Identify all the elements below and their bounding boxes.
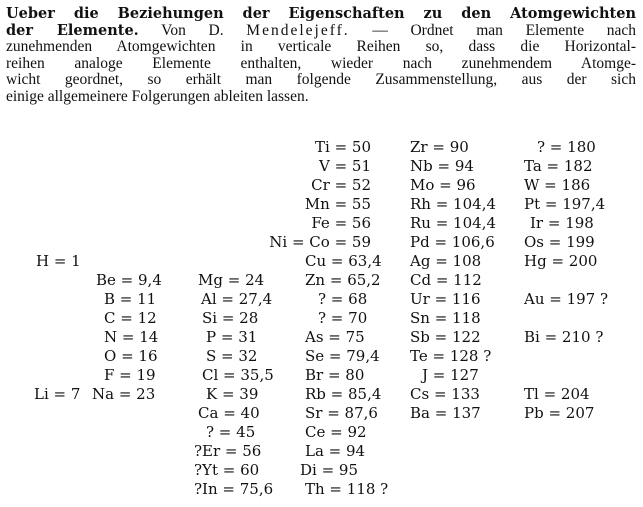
- element-entry: Cs = 133: [410, 385, 480, 403]
- element-entry: Be = 9,4: [96, 271, 162, 289]
- element-entry: Se = 79,4: [305, 347, 380, 365]
- author-name: Mendelejeff.: [246, 21, 350, 39]
- element-entry: Ni = Co = 59: [269, 233, 371, 251]
- element-entry: Rh = 104,4: [410, 195, 497, 213]
- element-entry: Cl = 35,5: [202, 366, 274, 384]
- element-entry: ? = 68: [318, 290, 368, 308]
- element-entry: Cu = 63,4: [305, 252, 382, 270]
- element-entry: Zn = 65,2: [305, 271, 381, 289]
- element-entry: La = 94: [305, 442, 366, 460]
- element-entry: Pt = 197,4: [524, 195, 606, 213]
- element-entry: Mg = 24: [198, 271, 265, 289]
- element-entry: S = 32: [206, 347, 258, 365]
- element-entry: F = 19: [104, 366, 156, 384]
- element-entry: Ba = 137: [410, 404, 481, 422]
- element-entry: C = 12: [104, 309, 157, 327]
- element-entry: Zr = 90: [410, 138, 469, 156]
- element-entry: Os = 199: [524, 233, 595, 251]
- element-entry: Fe = 56: [311, 214, 371, 232]
- element-entry: Si = 28: [202, 309, 259, 327]
- element-entry: Na = 23: [92, 385, 156, 403]
- element-entry: N = 14: [104, 328, 159, 346]
- element-entry: Ur = 116: [410, 290, 481, 308]
- element-entry: ?Yt = 60: [194, 461, 260, 479]
- element-entry: K = 39: [206, 385, 259, 403]
- element-entry: Ta = 182: [524, 157, 593, 175]
- element-entry: Ru = 104,4: [410, 214, 497, 232]
- element-entry: Sr = 87,6: [305, 404, 378, 422]
- element-entry: Bi = 210 ?: [524, 328, 604, 346]
- element-entry: Sb = 122: [410, 328, 481, 346]
- element-entry: ? = 70: [318, 309, 368, 327]
- element-entry: Ag = 108: [410, 252, 482, 270]
- element-entry: Th = 118 ?: [305, 480, 389, 498]
- element-entry: Cd = 112: [410, 271, 482, 289]
- element-entry: Ir = 198: [530, 214, 594, 232]
- element-entry: J = 127: [422, 366, 479, 384]
- element-entry: ? = 45: [206, 423, 256, 441]
- intro-line-4: reihen analoge Elemente enthalten, wieder nach zunehmendem Atomge-: [6, 54, 636, 72]
- element-entry: Nb = 94: [410, 157, 474, 175]
- element-entry: ? = 180: [537, 138, 596, 156]
- element-entry: Pb = 207: [524, 404, 595, 422]
- element-entry: P = 31: [206, 328, 258, 346]
- element-entry: Te = 128 ?: [410, 347, 492, 365]
- element-entry: Ce = 92: [305, 423, 367, 441]
- intro-line-2-rest: — Ordnet man Elemente nach: [372, 21, 637, 39]
- element-entry: W = 186: [524, 176, 591, 194]
- element-entry: Au = 197 ?: [524, 290, 609, 308]
- article-title-part-1: Ueber die Beziehungen der Eigenschaften zu den Atomgewichten: [6, 5, 636, 22]
- intro-line-5: wicht geordnet, so erhält man folgende Zusammenstellung, aus der sich: [6, 71, 636, 89]
- element-entry: Ti = 50: [315, 138, 371, 156]
- element-entry: Sn = 118: [410, 309, 481, 327]
- intro-line-6: einige allgemeinere Folgerungen ableiten lassen.: [6, 87, 309, 105]
- element-entry: Mn = 55: [304, 195, 371, 213]
- element-entry: Ca = 40: [198, 404, 260, 422]
- element-entry: Tl = 204: [524, 385, 590, 403]
- element-entry: Hg = 200: [524, 252, 598, 270]
- element-entry: Cr = 52: [311, 176, 371, 194]
- element-entry: Rb = 85,4: [305, 385, 382, 403]
- element-entry: V = 51: [318, 157, 371, 175]
- intro-line-3: zunehmenden Atomgewichten in verticale Reihen so, dass die Horizontal-: [6, 38, 636, 56]
- element-entry: H = 1: [36, 252, 81, 270]
- element-entry: Di = 95: [300, 461, 359, 479]
- element-entry: Br = 80: [305, 366, 365, 384]
- element-entry: O = 16: [104, 347, 158, 365]
- article-title-part-2: der Elemente.: [6, 21, 139, 39]
- element-entry: Al = 27,4: [201, 290, 273, 308]
- element-entry: As = 75: [305, 328, 365, 346]
- element-entry: Li = 7: [34, 385, 81, 403]
- element-entry: Mo = 96: [410, 176, 476, 194]
- element-entry: Pd = 106,6: [410, 233, 495, 251]
- element-entry: B = 11: [104, 290, 157, 308]
- author-prefix: Von D.: [161, 21, 224, 39]
- element-entry: ?Er = 56: [194, 442, 262, 460]
- element-entry: ?In = 75,6: [194, 480, 274, 498]
